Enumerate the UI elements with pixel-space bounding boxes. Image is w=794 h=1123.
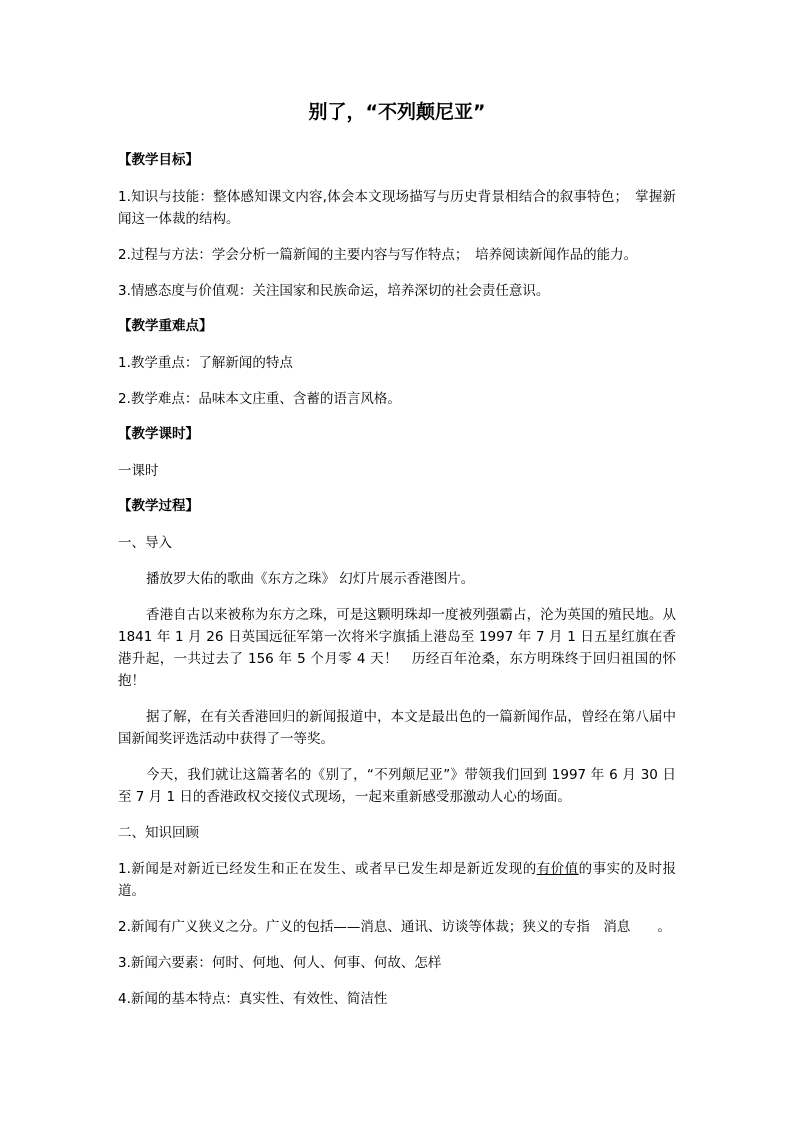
objectives-heading: 【教学目标】 <box>118 152 199 168</box>
key-points-heading: 【教学重难点】 <box>118 318 213 334</box>
intro-paragraph-2: 香港自古以来被称为东方之珠，可是这颗明珠却一度被列强霸占，沦为英国的殖民地。从 1841 年 1 月 26 日英国远征军第一次将米字旗插上港岛至 1997 年 7 月 1 日五星红旗在香港升起，一共过去了 156 年 5 个月零 4 天！ 历经百年沧桑，东方明珠终于回归祖国的怀抱！ <box>118 607 676 689</box>
objective-item-1: 1.知识与技能：整体感知课文内容,体会本文现场描写与历史背景相结合的叙事特色； 掌握新闻这一体裁的结构。 <box>118 189 676 227</box>
review-item-1 <box>118 858 676 902</box>
hours-heading: 【教学课时】 <box>118 426 199 442</box>
review-item-1-after: 的事实的及时报道。 <box>118 861 677 899</box>
objective-item-2: 2.过程与方法：学会分析一篇新闻的主要内容与写作特点； 培养阅读新闻作品的能力。 <box>118 247 638 263</box>
objective-item-3: 3.情感态度与价值观：关注国家和民族命运，培养深切的社会责任意识。 <box>118 283 550 299</box>
intro-paragraph-1: 播放罗大佑的歌曲《东方之珠》 幻灯片展示香港图片。 <box>146 571 475 587</box>
intro-paragraph-4: 今天，我们就让这篇著名的《别了，“不列颠尼亚”》带领我们回到 1997 年 6 月 30 日至 7 月 1 日的香港政权交接仪式现场，一起来重新感受那激动人心的场面。 <box>118 767 676 805</box>
review-item-2: 2.新闻有广义狭义之分。广义的包括——消息、通讯、访谈等体裁；狭义的专指 消息 。 <box>118 919 671 935</box>
review-item-1-before: 1.新闻是对新近已经发生和正在发生、或者早已发生却是新近发现的 <box>118 861 537 877</box>
review-heading: 二、知识回顾 <box>118 825 199 841</box>
document-title: 别了，“不列颠尼亚” <box>308 101 486 123</box>
intro-paragraph-3: 据了解，在有关香港回归的新闻报道中，本文是最出色的一篇新闻作品，曾经在第八届中国新闻奖评选活动中获得了一等奖。 <box>118 709 676 747</box>
key-point-item-2: 2.教学难点：品味本文庄重、含蓄的语言风格。 <box>118 391 401 407</box>
intro-heading: 一、导入 <box>118 535 172 551</box>
process-heading: 【教学过程】 <box>118 498 199 514</box>
hours-text: 一课时 <box>118 463 159 479</box>
review-item-3: 3.新闻六要素：何时、何地、何人、何事、何故、怎样 <box>118 955 442 971</box>
key-point-item-1: 1.教学重点：了解新闻的特点 <box>118 355 293 371</box>
review-item-1-underlined: 有价值 <box>536 861 579 877</box>
review-item-4: 4.新闻的基本特点：真实性、有效性、简洁性 <box>118 991 388 1007</box>
